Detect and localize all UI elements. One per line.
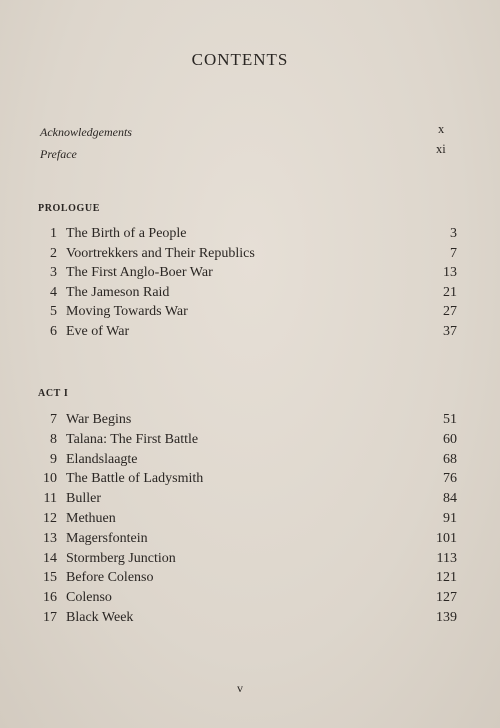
chapter-number: 14 — [43, 550, 57, 566]
chapter-title: Stormberg Junction — [66, 550, 176, 566]
toc-entry — [0, 590, 500, 609]
chapter-page: 60 — [443, 431, 457, 447]
toc-entry — [0, 531, 500, 550]
toc-entry — [0, 246, 500, 265]
toc-entry — [0, 432, 500, 451]
chapter-page: 139 — [436, 610, 457, 625]
chapter-title: Voortrekkers and Their Republics — [66, 245, 255, 261]
page-title: CONTENTS — [191, 50, 289, 69]
toc-entry — [0, 226, 500, 245]
chapter-number: 17 — [43, 610, 57, 625]
chapter-title: Magersfontein — [66, 530, 148, 546]
chapter-page: 113 — [436, 550, 457, 566]
chapter-number: 9 — [50, 451, 57, 467]
front-matter-page-acknowledgements: x — [438, 122, 445, 136]
chapter-title: The Battle of Ladysmith — [66, 471, 204, 487]
chapter-number: 16 — [43, 590, 57, 606]
toc-entry — [0, 452, 500, 471]
chapter-title: Before Colenso — [66, 570, 154, 586]
front-matter-page-preface: xi — [436, 142, 446, 156]
toc-entry — [0, 304, 500, 323]
chapter-page: 68 — [443, 451, 457, 467]
chapter-page: 37 — [443, 324, 457, 339]
chapter-title: Eve of War — [66, 324, 130, 339]
section-heading-act-1: ACT I — [38, 388, 69, 399]
toc-entry — [0, 285, 500, 304]
chapter-number: 2 — [50, 245, 57, 261]
chapter-number: 5 — [50, 304, 57, 320]
chapter-page: 84 — [443, 491, 457, 507]
chapter-title: The Jameson Raid — [66, 284, 170, 300]
toc-entry — [0, 551, 500, 570]
chapter-title: Moving Towards War — [66, 304, 188, 320]
chapter-page: 51 — [443, 412, 457, 427]
chapter-page: 13 — [443, 265, 457, 281]
chapter-title: Black Week — [66, 610, 134, 625]
toc-entry — [0, 324, 500, 343]
toc-entry — [0, 570, 500, 589]
chapter-page: 3 — [450, 226, 457, 241]
chapter-title: Methuen — [66, 511, 116, 526]
section-heading-prologue: PROLOGUE — [38, 203, 101, 214]
chapter-page: 101 — [436, 530, 457, 546]
front-matter-title-acknowledgements: Acknowledgements — [40, 125, 132, 139]
chapter-page: 27 — [443, 304, 457, 320]
chapter-number: 7 — [50, 412, 57, 427]
chapter-number: 4 — [50, 284, 57, 300]
chapter-number: 13 — [43, 530, 57, 546]
chapter-page: 127 — [436, 590, 457, 606]
chapter-number: 3 — [50, 265, 57, 281]
chapter-page: 76 — [443, 471, 457, 487]
chapter-number: 15 — [43, 570, 57, 586]
toc-entry — [0, 471, 500, 490]
chapter-number: 6 — [50, 324, 57, 339]
toc-entry — [0, 511, 500, 530]
chapter-number: 12 — [43, 511, 57, 526]
page-number-footer: v — [237, 681, 243, 695]
chapter-title: The Birth of a People — [66, 226, 187, 241]
chapter-page: 121 — [436, 570, 457, 586]
chapter-title: Buller — [66, 491, 101, 507]
chapter-title: Colenso — [66, 590, 112, 606]
chapter-title: Talana: The First Battle — [66, 431, 199, 447]
chapter-page: 7 — [450, 245, 457, 261]
chapter-number: 10 — [43, 471, 57, 487]
chapter-page: 91 — [443, 511, 457, 526]
chapter-number: 1 — [50, 226, 57, 241]
chapter-number: 11 — [43, 491, 57, 507]
toc-entry — [0, 491, 500, 510]
toc-entry — [0, 412, 500, 431]
chapter-title: War Begins — [66, 412, 132, 427]
chapter-page: 21 — [443, 284, 457, 300]
chapter-title: The First Anglo-Boer War — [66, 265, 213, 281]
chapter-title: Elandslaagte — [66, 451, 138, 467]
toc-entry — [0, 265, 500, 284]
chapter-number: 8 — [50, 431, 57, 447]
front-matter-title-preface: Preface — [40, 147, 77, 161]
toc-entry — [0, 610, 500, 629]
